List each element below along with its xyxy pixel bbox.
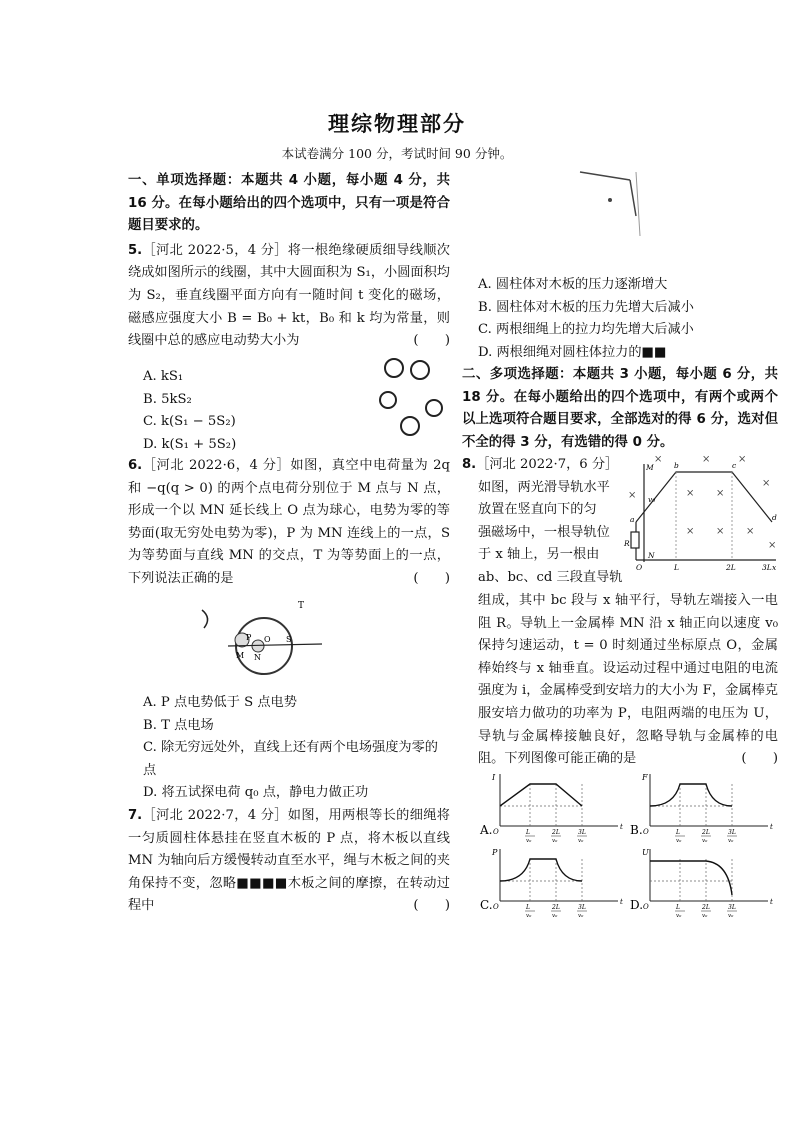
left-column [128, 170, 450, 353]
tick-denominator: v₀ [526, 838, 532, 842]
option-graph-c[interactable] [478, 845, 628, 917]
tick-numerator: 3L [578, 829, 586, 836]
option-graph-a[interactable] [478, 770, 628, 842]
tick-denominator: v₀ [526, 913, 532, 917]
q5-paren: ( ) [413, 333, 450, 349]
q8-stem-line-6: ab、bc、cd 三段直导轨 [478, 569, 623, 585]
coil-small-circle [426, 400, 442, 416]
section1-heading: 一、单项选择题：本题共 4 小题，每小题 4 分，共 16 分。在每小题给出的四个选项中，只有一项是符合题目要求的。 [128, 173, 450, 234]
q5-option-a[interactable]: A. kS₁ [143, 369, 184, 384]
q5-stem: ［河北 2022·5，4 分］将一根绝缘硬质细导线顺次绕成如图所示的线圈，其中大圆面积为 S₁，小圆面积均为 S₂，垂直线圈平面方向有一随时间 t 变化的磁场，磁感应强度大小 B = B₀ + kt，B₀ 和 k 均为常量，则线圈中总的感应电动势大小为 [128, 242, 450, 349]
q6-option-d[interactable]: D. 将五试探电荷 q₀ 点，静电力做正功 [143, 785, 369, 801]
q8-paren: ( ) [741, 751, 778, 767]
label-N: N [648, 551, 655, 560]
q8-stem-line-2: 如图，两光滑导轨水平 [478, 479, 610, 495]
tick-numerator: 2L [702, 829, 710, 836]
label-3L: 3L [762, 563, 772, 570]
graph-ylabel: I [492, 773, 496, 782]
label-O: O [636, 563, 643, 570]
label-2L: 2L [726, 563, 736, 570]
graph-curve [650, 784, 732, 806]
graph-origin: O [493, 903, 499, 911]
q8-stem-rest: 组成，其中 bc 段与 x 轴平行，导轨左端接入一电阻 R。导轨上一金属棒 MN 沿 x 轴正向以速度 v₀ 保持匀速运动，t = 0 时刻通过坐标原点 O，金属棒始终与 x 轴垂直。设运动过程中通过电阻的电流强度为 i，金属棒受到安培力的大小为 F，金属棒克服安培力做功的功率为 P，电阻两端的电压为 U，导轨与金属棒接触良好，忽略导轨与金属棒的电阻。下列图像可能正确的是 [478, 593, 778, 767]
graph-t-label: t [770, 898, 773, 906]
q8-stem-line-3: 放置在竖直向下的匀 [478, 502, 597, 518]
coil-small-circle [385, 359, 403, 377]
tick-denominator: v₀ [728, 838, 734, 842]
graph-origin: O [493, 828, 499, 836]
svg-text:×: × [716, 526, 725, 537]
tick-denominator: v₀ [578, 913, 584, 917]
graph-t-label: t [620, 823, 623, 831]
graph-option-letter: C. [480, 898, 493, 912]
coil-small-circle [411, 361, 429, 379]
graph-ylabel: U [642, 848, 649, 857]
label-x: x [772, 563, 777, 570]
q7-number: 7. [128, 808, 143, 823]
question-8 [462, 454, 630, 590]
coil-small-circle [401, 417, 419, 435]
q6-paren: ( ) [413, 570, 450, 586]
graph-t-label: t [770, 823, 773, 831]
graph-option-letter: D. [630, 898, 644, 912]
svg-text:×: × [716, 488, 725, 499]
q6-option-c[interactable]: C. 除无穷远处外，直线上还有两个电场强度为零的点 [143, 740, 438, 778]
q5-options [143, 366, 303, 456]
svg-text:×: × [702, 454, 711, 465]
graph-origin: O [643, 828, 649, 836]
graph-option-letter: B. [630, 823, 643, 837]
label-O: O [264, 635, 271, 644]
question-7 [128, 805, 450, 918]
tick-numerator: L [676, 829, 680, 836]
q8-number: 8. [462, 457, 477, 472]
q7-options [478, 274, 778, 364]
q5-option-b[interactable]: B. 5kS₂ [143, 391, 192, 407]
q7-option-b[interactable]: B. 圆柱体对木板的压力先增大后减小 [478, 299, 694, 315]
svg-text:×: × [746, 526, 755, 537]
tick-numerator: 2L [552, 904, 560, 911]
q6-option-a[interactable]: A. P 点电势低于 S 点电势 [143, 695, 297, 710]
tick-denominator: v₀ [702, 913, 708, 917]
rail-abcd [636, 472, 772, 522]
graph-origin: O [643, 903, 649, 911]
q5-option-d[interactable]: D. k(S₁ + 5S₂) [143, 436, 237, 452]
q7-figure [570, 166, 670, 244]
coil-small-circle [380, 392, 396, 408]
graph-curve [650, 861, 732, 895]
q6-options [143, 692, 450, 805]
label-L: L [674, 563, 679, 570]
q6-figure [198, 596, 328, 688]
q8-stem-line-5: 于 x 轴上，另一根由 [478, 547, 600, 563]
tick-numerator: L [526, 904, 530, 911]
tick-denominator: v₀ [552, 913, 558, 917]
svg-text:×: × [628, 490, 637, 501]
graph-ylabel: P [492, 848, 498, 857]
tick-denominator: v₀ [578, 838, 584, 842]
q7-option-c[interactable]: C. 两根细绳上的拉力均先增大后减小 [478, 322, 694, 338]
label-c: c [732, 461, 737, 470]
tick-numerator: 3L [728, 904, 736, 911]
tick-numerator: L [676, 904, 680, 911]
page-subtitle: 本试卷满分 100 分，考试时间 90 分钟。 [281, 146, 513, 161]
svg-text:×: × [768, 540, 777, 551]
label-R: R [624, 539, 630, 548]
label-S: S [286, 635, 292, 644]
tick-numerator: 3L [728, 829, 736, 836]
tick-numerator: 3L [578, 904, 586, 911]
q8-stem-rest-block [478, 590, 778, 771]
label-M: M [236, 651, 245, 660]
label-M: M [646, 463, 654, 472]
svg-text:×: × [738, 454, 747, 465]
svg-text:×: × [654, 454, 663, 465]
option-graph-d[interactable] [628, 845, 778, 917]
tick-denominator: v₀ [702, 838, 708, 842]
label-T: T [298, 601, 305, 611]
q8-stem-line-4: 强磁场中，一根导轨位 [478, 524, 610, 540]
page-title: 理综物理部分 [328, 112, 466, 136]
svg-text:×: × [686, 526, 695, 537]
tick-numerator: 2L [702, 904, 710, 911]
label-v0: v₀ [648, 495, 656, 504]
q6-stem: ［河北 2022·6，4 分］如图，真空中电荷量为 2q 和 −q(q > 0) 的两个点电荷分别位于 M 点与 N 点，形成一个以 MN 延长线上 O 点为球心，电势为零的等势面(取无穷处电势为零)，P 为 MN 连线上的一点，S 为等势面与直线 MN 的交点，T 为等势面上的一点，下列说法正确的是 [128, 458, 450, 586]
q5-coil-figure [370, 348, 450, 446]
tick-numerator: 2L [552, 829, 560, 836]
question-6 [128, 455, 450, 591]
q8-stem-line-1: ［河北 2022·7，6 分］ [476, 457, 619, 472]
graph-option-letter: A. [480, 823, 493, 837]
q7-option-d[interactable]: D. 两根细绳对圆柱体拉力的■■ [478, 344, 667, 360]
label-a: a [630, 515, 635, 524]
tick-numerator: L [526, 829, 530, 836]
q5-number: 5. [128, 242, 143, 258]
graph-t-label: t [620, 898, 623, 906]
label-d: d [772, 513, 777, 522]
label-b: b [674, 461, 679, 470]
question-5 [128, 240, 450, 353]
tick-denominator: v₀ [676, 913, 682, 917]
svg-text:×: × [686, 488, 695, 499]
q8-rail-figure [622, 450, 782, 570]
q7-option-a[interactable]: A. 圆柱体对木板的压力逐渐增大 [478, 277, 668, 292]
label-P: P [246, 633, 252, 642]
graph-ylabel: F [642, 773, 648, 782]
q7-paren: ( ) [413, 898, 450, 914]
q7-stem: ［河北 2022·7，4 分］如图，用两根等长的细绳将一匀质圆柱体悬挂在竖直木板的 P 点，将木板以直线 MN 为轴向后方缓慢转动直至水平，绳与木板之间的夹角保持不变，忽略■■■■木板之间的摩擦，在转动过程中 [128, 808, 450, 914]
q5-option-c[interactable]: C. k(S₁ − 5S₂) [143, 414, 236, 430]
option-graph-b[interactable] [628, 770, 778, 842]
q6-number: 6. [128, 458, 143, 473]
tick-denominator: v₀ [676, 838, 682, 842]
tick-denominator: v₀ [552, 838, 558, 842]
graph-curve [500, 784, 582, 806]
tick-denominator: v₀ [728, 913, 734, 917]
label-N: N [254, 653, 261, 662]
section2-heading: 二、多项选择题：本题共 3 小题，每小题 6 分，共 18 分。在每小题给出的四个选项中，有两个或两个以上选项符合题目要求，全部选对的得 6 分，选对但不全的得 3 分，有选错的得 0 分。 [462, 367, 778, 450]
graph-curve [500, 859, 582, 881]
svg-text:×: × [762, 478, 771, 489]
q6-option-b[interactable]: B. T 点电场 [143, 717, 214, 733]
